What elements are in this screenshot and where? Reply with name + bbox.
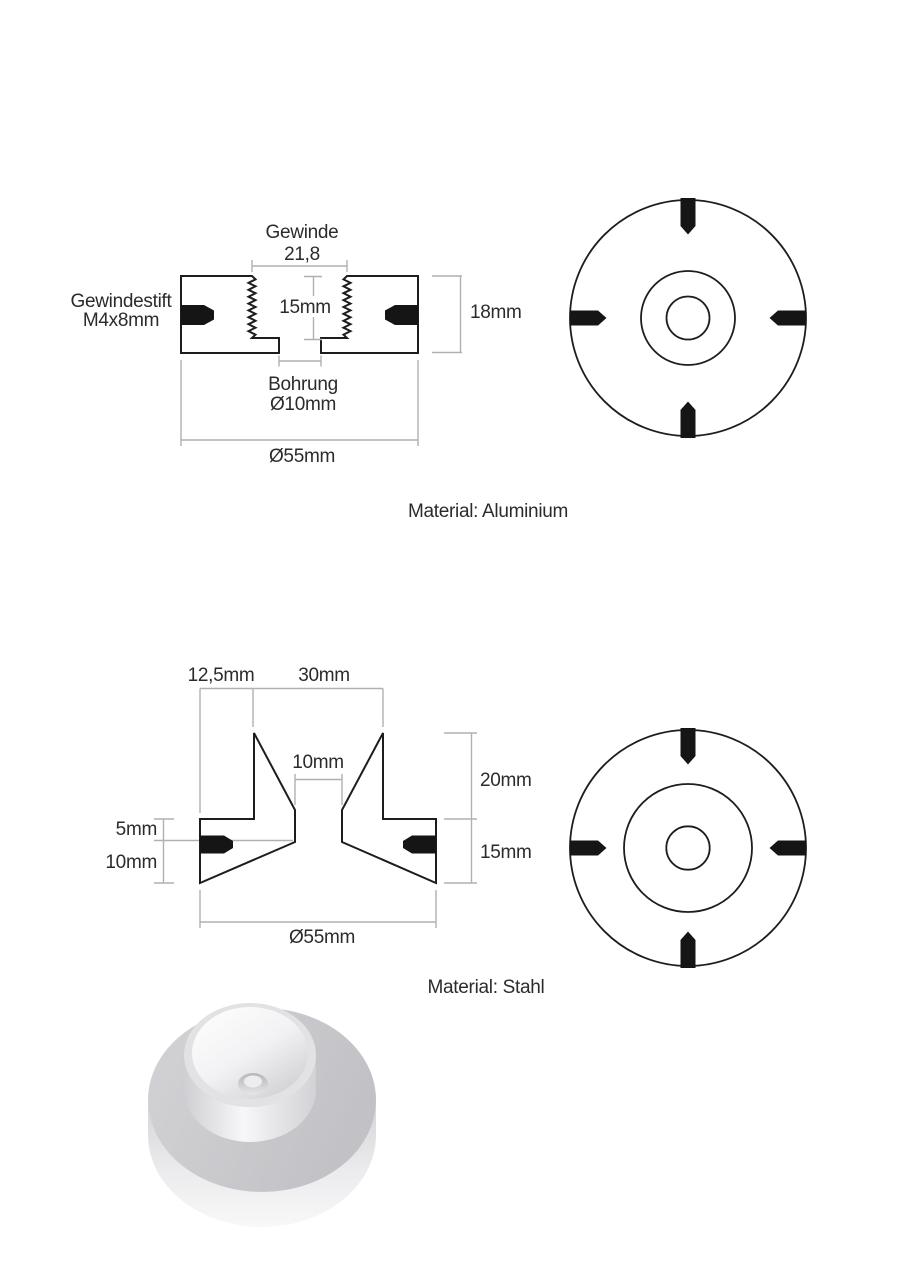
- bore-title-label: Bohrung: [268, 374, 338, 395]
- flange-step-label: 5mm: [115, 819, 157, 840]
- steel-drawing: [105, 665, 806, 998]
- bore-diameter-label: Ø10mm: [269, 394, 337, 415]
- overall-height-label: 18mm: [470, 302, 522, 323]
- set-screw-icon: [200, 836, 233, 854]
- steel-dimension-lines: [154, 689, 477, 929]
- cone-depth-label: 20mm: [480, 770, 532, 791]
- flange-height-label: 10mm: [105, 852, 157, 873]
- steel-section-left-block: [200, 733, 295, 883]
- grub-screw-label-line2: M4x8mm: [82, 310, 160, 331]
- cone-opening-label: 30mm: [298, 665, 350, 686]
- thread-width-label: 21,8: [284, 244, 320, 265]
- base-height-label: 15mm: [480, 842, 532, 863]
- aluminium-drawing: [71, 198, 806, 522]
- steel-section-view: [105, 665, 531, 948]
- set-screw-icon: [181, 305, 214, 325]
- aluminium-top-view: [570, 198, 806, 438]
- thread-title-label: Gewinde: [265, 222, 339, 243]
- aluminium-section-view: [71, 222, 522, 467]
- outer-diameter-label: Ø55mm: [268, 446, 336, 467]
- render-bore-hole-highlight: [244, 1076, 262, 1088]
- steel-section-right-block: [342, 733, 436, 883]
- steel-material-note: Material: Stahl: [427, 977, 545, 998]
- grub-screw-label-line1: Gewindestift: [70, 291, 172, 312]
- center-bore-label: 10mm: [292, 752, 344, 773]
- spike-shoe-3d-render: [148, 1003, 376, 1227]
- set-screw-icon: [403, 836, 436, 854]
- thread-depth-label: 15mm: [279, 297, 331, 318]
- set-screw-icon: [385, 305, 418, 325]
- steel-top-view: [570, 728, 806, 968]
- rim-offset-label: 12,5mm: [187, 665, 255, 686]
- outer-diameter-label: Ø55mm: [288, 927, 356, 948]
- aluminium-material-note: Material: Aluminium: [407, 501, 569, 522]
